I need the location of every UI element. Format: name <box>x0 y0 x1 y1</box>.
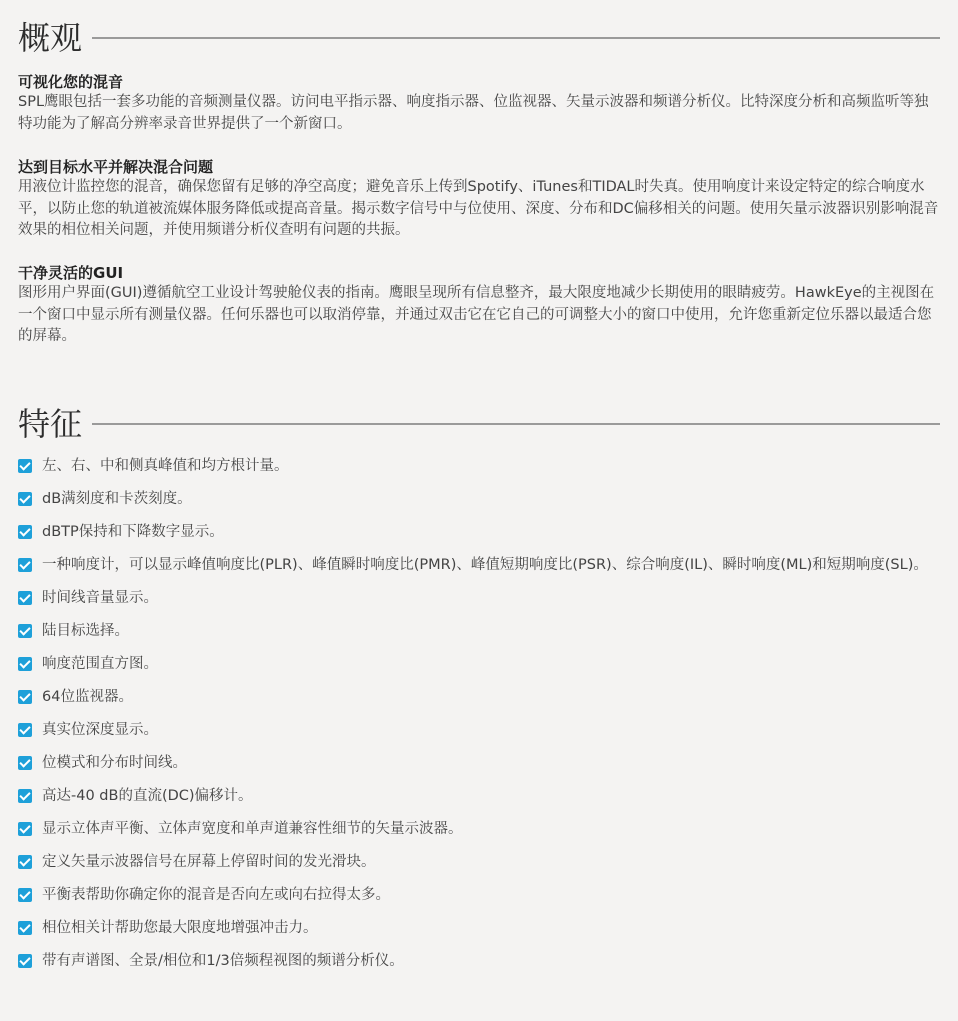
checkmark-icon <box>18 657 32 671</box>
checkmark-icon <box>18 525 32 539</box>
checkmark-icon <box>18 921 32 935</box>
feature-item: dBTP保持和下降数字显示。 <box>18 522 942 543</box>
block-text: SPL鹰眼包括一套多功能的音频测量仪器。访问电平指示器、响度指示器、位监视器、矢量示波器和频谱分析仪。比特深度分析和高频监听等独特功能为了解高分辨率录音世界提供了一个新窗口。 <box>18 94 929 132</box>
block-title: 达到目标水平并解决混合问题 <box>18 158 214 176</box>
overview-divider <box>92 37 940 39</box>
block-text: 用液位计监控您的混音，确保您留有足够的净空高度；避免音乐上传到Spotify、iTunes和TIDAL时失真。使用响度计来设定特定的综合响度水平，以防止您的轨道被流媒体服务降低或提高音量。揭示数字信号中与位使用、深度、分布和DC偏移相关的问题。使用矢量示波器识别影响混音效果的相位相关问题，并使用频谱分析仪查明有问题的共振。 <box>18 179 939 238</box>
checkmark-icon <box>18 624 32 638</box>
features-list <box>18 456 942 984</box>
checkmark-icon <box>18 558 32 572</box>
checkmark-icon <box>18 789 32 803</box>
checkmark-icon <box>18 723 32 737</box>
checkmark-icon <box>18 888 32 902</box>
feature-item: 64位监视器。 <box>18 687 942 708</box>
block-title: 可视化您的混音 <box>18 73 124 91</box>
feature-item: 定义矢量示波器信号在屏幕上停留时间的发光滑块。 <box>18 852 942 873</box>
feature-item: 响度范围直方图。 <box>18 654 942 675</box>
feature-item: 显示立体声平衡、立体声宽度和单声道兼容性细节的矢量示波器。 <box>18 819 942 840</box>
checkmark-icon <box>18 756 32 770</box>
features-divider <box>92 423 940 425</box>
checkmark-icon <box>18 822 32 836</box>
checkmark-icon <box>18 690 32 704</box>
checkmark-icon <box>18 492 32 506</box>
overview-block-visualize <box>18 72 942 135</box>
feature-item: 时间线音量显示。 <box>18 588 942 609</box>
feature-item: 高达-40 dB的直流(DC)偏移计。 <box>18 786 942 807</box>
overview-block-target-levels <box>18 157 942 242</box>
overview-title: 概观 <box>18 19 83 57</box>
feature-item: 真实位深度显示。 <box>18 720 942 741</box>
checkmark-icon <box>18 459 32 473</box>
features-title: 特征 <box>18 405 83 443</box>
overview-block-gui <box>18 263 942 348</box>
block-title: 干净灵活的GUI <box>18 264 124 282</box>
overview-heading <box>18 19 940 57</box>
feature-item: 带有声谱图、全景/相位和1/3倍频程视图的频谱分析仪。 <box>18 951 942 972</box>
feature-item: 位模式和分布时间线。 <box>18 753 942 774</box>
feature-item: 一种响度计，可以显示峰值响度比(PLR)、峰值瞬时响度比(PMR)、峰值短期响度比(PSR)、综合响度(IL)、瞬时响度(ML)和短期响度(SL)。 <box>18 555 942 576</box>
feature-item: dB满刻度和卡茨刻度。 <box>18 489 942 510</box>
feature-item: 平衡表帮助你确定你的混音是否向左或向右拉得太多。 <box>18 885 942 906</box>
features-heading <box>18 405 940 443</box>
feature-item: 左、右、中和侧真峰值和均方根计量。 <box>18 456 942 477</box>
block-text: 图形用户界面(GUI)遵循航空工业设计驾驶舱仪表的指南。鹰眼呈现所有信息整齐，最大限度地减少长期使用的眼睛疲劳。HawkEye的主视图在一个窗口中显示所有测量仪器。任何乐器也可以取消停靠，并通过双击它在它自己的可调整大小的窗口中使用，允许您重新定位乐器以最适合您的屏幕。 <box>18 285 935 344</box>
feature-item: 陆目标选择。 <box>18 621 942 642</box>
checkmark-icon <box>18 954 32 968</box>
checkmark-icon <box>18 591 32 605</box>
checkmark-icon <box>18 855 32 869</box>
feature-item: 相位相关计帮助您最大限度地增强冲击力。 <box>18 918 942 939</box>
